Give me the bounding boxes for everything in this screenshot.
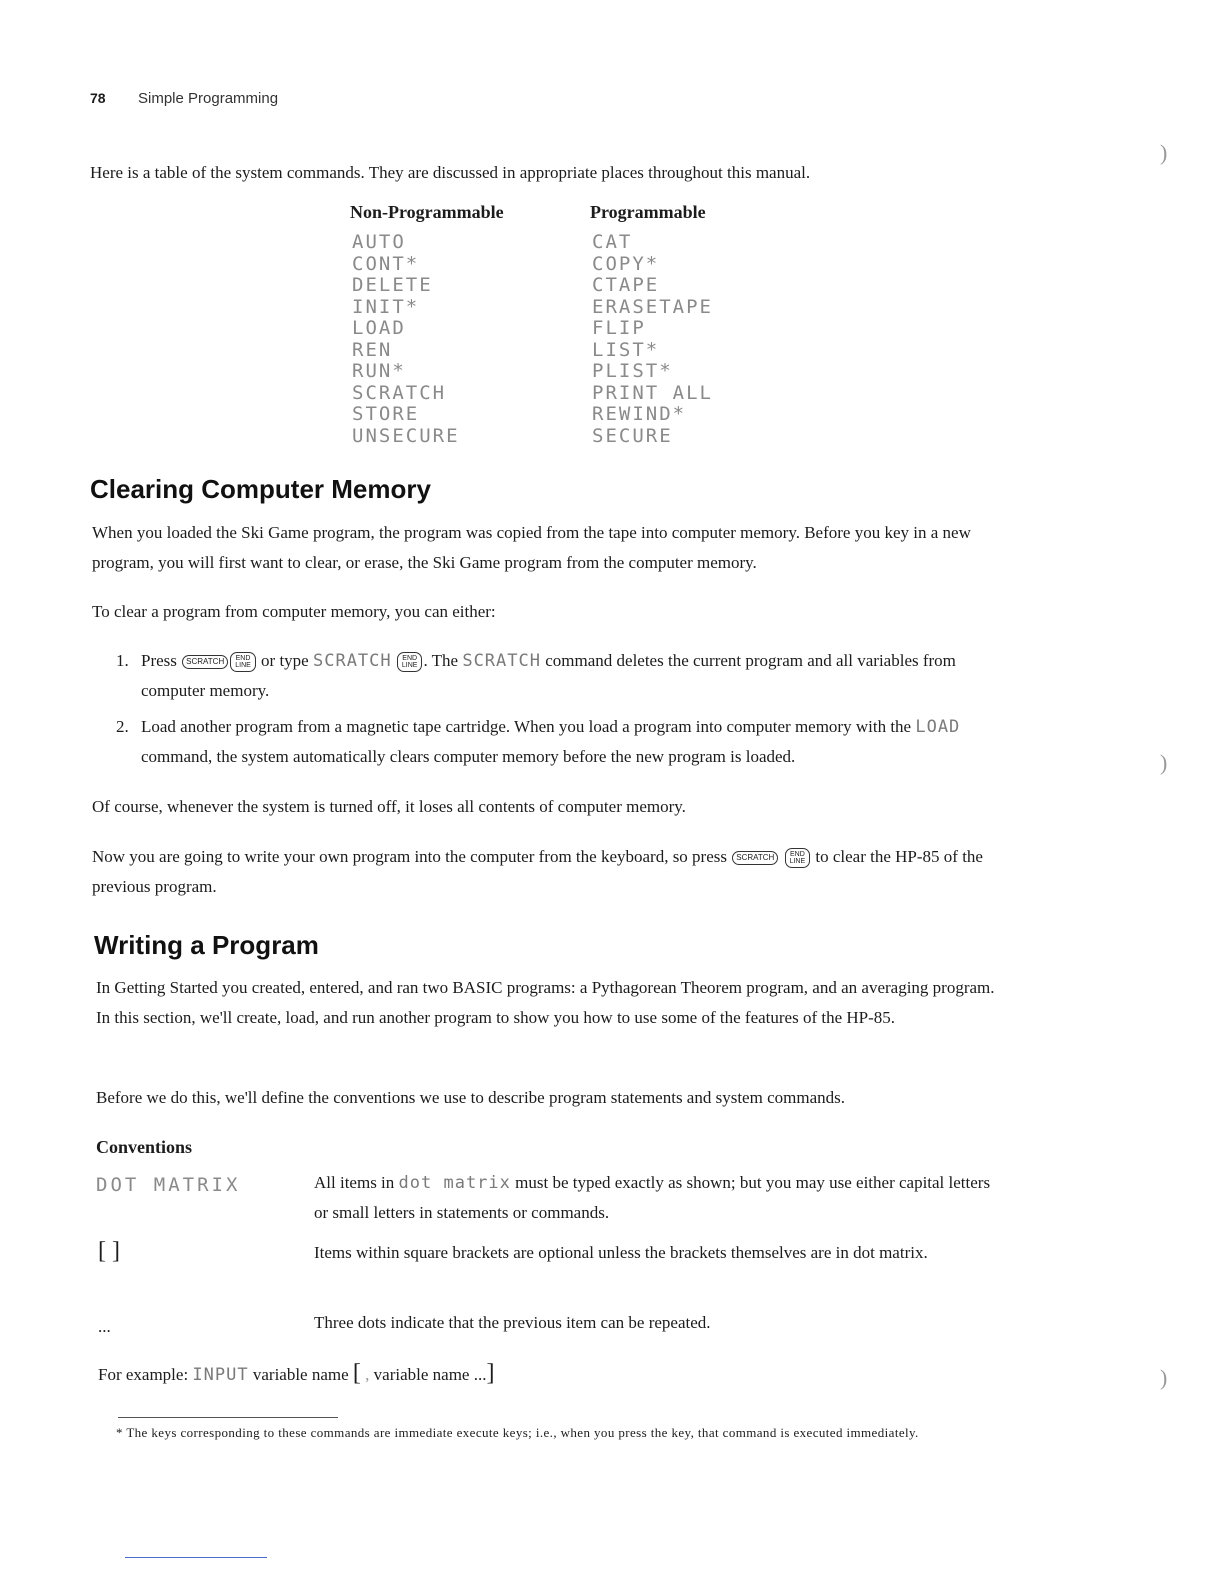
clearing-paragraph-1: When you loaded the Ski Game program, the program was copied from the tape into computer memory. Before you key in a new program, you will first want to clear, or erase, the Ski Game program from the computer memory. — [92, 523, 971, 572]
non-programmable-command: STORE — [352, 403, 420, 425]
example-close-bracket: ] — [486, 1360, 495, 1386]
item2-text-a: Load another program from a magnetic tape cartridge. When you load a program into computer memory with the — [141, 717, 912, 736]
bottom-rule — [125, 1557, 267, 1558]
clearing-paragraph-3: Of course, whenever the system is turned off, it loses all contents of computer memory. — [92, 797, 686, 816]
end-line-key-icon-3 — [785, 848, 811, 868]
clearing-paragraph-4 — [92, 842, 992, 902]
convention-label-brackets: [ ] — [98, 1238, 120, 1264]
end-line-key-icon-2 — [397, 652, 423, 672]
non-programmable-command: LOAD — [352, 317, 406, 339]
margin-mark-middle: ) — [1160, 750, 1168, 775]
programmable-command: REWIND* — [592, 403, 687, 425]
conventions-heading: Conventions — [96, 1137, 193, 1157]
programmable-command: CTAPE — [592, 274, 660, 296]
scratch-key-icon — [182, 655, 228, 669]
non-programmable-command: CONT* — [352, 252, 420, 275]
non-programmable-list — [352, 232, 460, 447]
convention-label-dots: ... — [98, 1317, 111, 1336]
non-programmable-command: RUN* — [352, 360, 406, 382]
item1-text-or-type: or type — [261, 651, 309, 670]
example-line — [98, 1358, 998, 1390]
scratch-command: SCRATCH — [312, 651, 392, 671]
non-programmable-heading: Non-Programmable — [350, 202, 504, 222]
item1-text-press: Press — [141, 651, 177, 670]
convention-desc-brackets: Items within square brackets are optional unless the brackets themselves are in dot matrix. — [314, 1243, 928, 1262]
conv1-text-b: must be typed exactly as shown; but you may use either capital letters or small letters in statements or commands. — [314, 1173, 991, 1222]
programmable-command: PLIST* — [592, 360, 673, 382]
convention-desc-dots: Three dots indicate that the previous item can be repeated. — [314, 1313, 711, 1332]
margin-mark-top: ) — [1160, 140, 1168, 165]
non-programmable-command: INIT* — [352, 295, 420, 318]
end-key-label-3: END — [789, 851, 805, 859]
scratch-key-label-2: SCRATCH — [736, 853, 775, 863]
example-label: For example: — [98, 1365, 189, 1384]
programmable-command: PRINT ALL — [592, 381, 713, 404]
example-text-b: variable name ... — [373, 1365, 487, 1384]
load-command: LOAD — [915, 717, 961, 737]
page-number: 78 — [90, 90, 106, 106]
programmable-heading: Programmable — [590, 202, 706, 222]
programmable-command: FLIP — [592, 317, 646, 339]
item2-text-b: command, the system automatically clears computer memory before the new program is loaded. — [141, 747, 796, 766]
programmable-command: CAT — [592, 231, 633, 253]
end-key-label: END — [235, 655, 251, 663]
line-key-label: LINE — [235, 662, 251, 670]
line-key-label-3: LINE — [789, 858, 806, 866]
example-open-bracket: [ — [352, 1360, 361, 1386]
line-key-label-2: LINE — [401, 662, 418, 670]
programmable-command: LIST* — [592, 338, 660, 361]
conv1-dot-matrix-sample: dot matrix — [398, 1173, 511, 1193]
margin-mark-bottom: ) — [1160, 1365, 1168, 1390]
section-heading-writing-program: Writing a Program — [94, 930, 319, 960]
non-programmable-command: SCRATCH — [352, 381, 447, 404]
non-programmable-command: DELETE — [352, 274, 433, 296]
convention-label-dot-matrix: DOT MATRIX — [96, 1174, 241, 1196]
writing-paragraph-2: Before we do this, we'll define the conventions we use to describe program statements and system commands. — [96, 1088, 845, 1107]
list-number-1: 1. — [116, 651, 129, 670]
scratch-key-label: SCRATCH — [186, 657, 225, 667]
item1-text-the: . The — [423, 651, 459, 670]
clearing-paragraph-2: To clear a program from computer memory, you can either: — [92, 602, 496, 621]
list-item-1 — [141, 646, 993, 706]
intro-paragraph: Here is a table of the system commands. They are discussed in appropriate places throughout this manual. — [90, 163, 811, 182]
writing-paragraph-1: In Getting Started you created, entered, and ran two BASIC programs: a Pythagorean Theorem program, and an averaging program. In this section, we'll create, load, and run another program to show you how to use some of the features of the HP-85. — [96, 978, 995, 1027]
conv1-text-a: All items in — [314, 1173, 395, 1192]
end-key-label-2: END — [402, 655, 418, 663]
programmable-command: ERASETAPE — [592, 295, 713, 318]
footnote-rule — [118, 1417, 338, 1418]
footnote: * The keys corresponding to these commands are immediate execute keys; i.e., when you press the key, that command is executed immediately. — [116, 1425, 919, 1440]
convention-desc-dot-matrix — [314, 1168, 994, 1228]
item1-text-rest: command deletes the current program and all variables from computer memory. — [141, 651, 956, 700]
non-programmable-command: REN — [352, 338, 393, 361]
para4-text-b: to clear the HP-85 of the previous program. — [92, 847, 983, 896]
list-number-2: 2. — [116, 717, 129, 736]
non-programmable-command: AUTO — [352, 231, 406, 253]
list-item-2 — [141, 712, 993, 772]
scratch-command-2: SCRATCH — [462, 651, 541, 671]
programmable-list — [592, 232, 713, 447]
scratch-key-icon-2 — [732, 851, 778, 865]
section-heading-clearing-memory: Clearing Computer Memory — [90, 474, 431, 504]
example-text-a: variable name — [252, 1365, 349, 1384]
example-comma: , — [365, 1365, 370, 1384]
end-line-key-icon — [230, 652, 256, 672]
example-input-command: INPUT — [192, 1365, 249, 1385]
non-programmable-command: UNSECURE — [352, 424, 460, 447]
para4-text-a: Now you are going to write your own program into the computer from the keyboard, so press — [92, 847, 727, 866]
programmable-command: COPY* — [592, 252, 660, 275]
programmable-command: SECURE — [592, 424, 673, 447]
running-header: Simple Programming — [138, 90, 279, 107]
